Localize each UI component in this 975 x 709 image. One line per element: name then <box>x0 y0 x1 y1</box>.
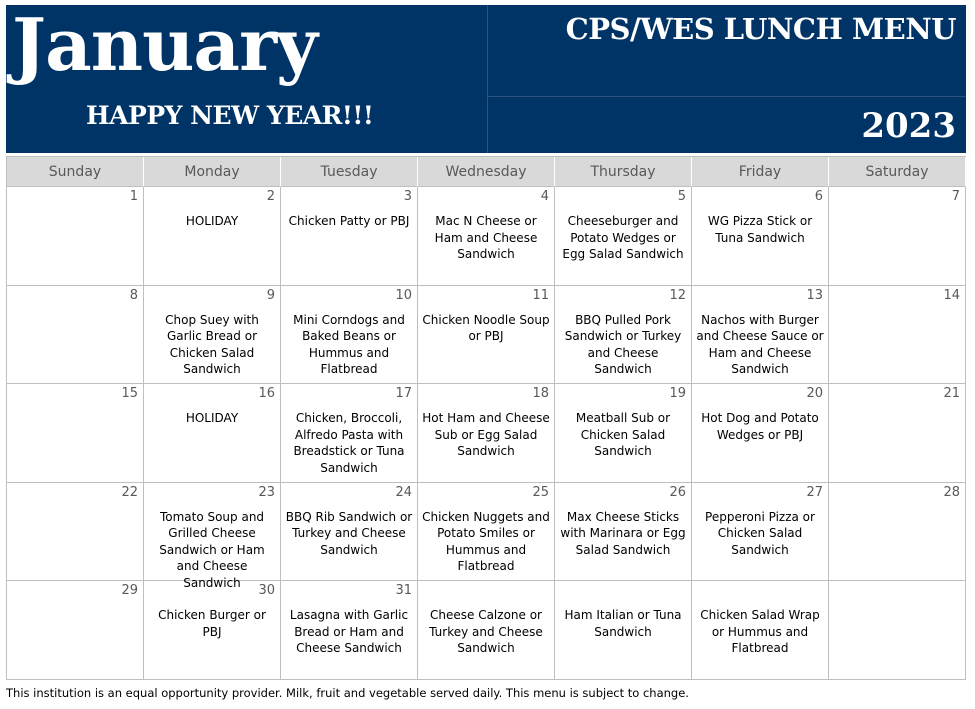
day-cell <box>144 581 281 680</box>
day-number: 29 <box>121 583 138 599</box>
day-number: 21 <box>943 386 960 402</box>
day-cell <box>829 581 966 680</box>
day-number: 4 <box>540 189 549 204</box>
day-cell <box>7 483 144 582</box>
day-cell <box>281 483 418 582</box>
day-cell <box>829 286 966 385</box>
weekday-header: Sunday <box>7 157 144 187</box>
day-cell <box>144 286 281 385</box>
day-number: 14 <box>943 287 960 303</box>
day-cell <box>555 384 692 483</box>
meal-text: Mac N Cheese or Ham and Cheese Sandwich <box>434 214 538 261</box>
day-number: 13 <box>806 287 823 303</box>
day-cell <box>281 187 418 286</box>
day-number: 23 <box>258 484 275 500</box>
weekday-header: Wednesday <box>418 157 555 187</box>
day-cell <box>281 286 418 385</box>
day-number: 27 <box>806 484 823 500</box>
day-number: 18 <box>532 386 549 402</box>
banner-divider <box>487 5 488 153</box>
day-cell <box>281 581 418 680</box>
day-number: 6 <box>814 189 823 204</box>
day-cell <box>7 384 144 483</box>
day-cell <box>418 581 555 680</box>
meal-text: HOLIDAY <box>185 214 239 228</box>
day-number: 26 <box>669 484 686 500</box>
meal-text: Max Cheese Sticks with Marinara or Egg Salad Sandwich <box>560 509 686 557</box>
day-number: 15 <box>121 386 138 402</box>
day-cell <box>692 187 829 286</box>
meal-text: Ham Italian or Tuna Sandwich <box>564 608 682 639</box>
day-number: 31 <box>395 583 412 599</box>
day-cell <box>829 187 966 286</box>
day-cell <box>7 187 144 286</box>
meal-text: Lasagna with Garlic Bread or Ham and Cheese Sandwich <box>289 608 409 656</box>
day-number: 30 <box>258 583 275 599</box>
calendar-grid <box>6 156 966 680</box>
meal-text: Nachos with Burger and Cheese Sauce or Ham and Cheese Sandwich <box>696 312 824 377</box>
day-number: 5 <box>677 189 686 204</box>
day-number: 7 <box>951 189 960 204</box>
day-number: 22 <box>121 484 138 500</box>
day-cell <box>829 483 966 582</box>
day-number: 20 <box>806 386 823 402</box>
day-cell <box>418 187 555 286</box>
month-title: January <box>12 2 317 87</box>
year-label: 2023 <box>861 106 956 146</box>
meal-text: WG Pizza Stick or Tuna Sandwich <box>707 214 813 245</box>
day-cell <box>144 483 281 590</box>
meal-text: BBQ Rib Sandwich or Turkey and Cheese Sandwich <box>285 509 413 557</box>
meal-text: Cheeseburger and Potato Wedges or Egg Salad Sandwich <box>562 214 684 261</box>
day-number: 11 <box>532 287 549 303</box>
banner-divider <box>487 96 966 97</box>
day-number: 24 <box>395 484 412 500</box>
day-cell <box>829 384 966 483</box>
day-number: 19 <box>669 386 686 402</box>
meal-text: Chicken Noodle Soup or PBJ <box>422 312 550 344</box>
meal-text: Pepperoni Pizza or Chicken Salad Sandwich <box>705 509 815 557</box>
day-number: 25 <box>532 484 549 500</box>
day-number: 10 <box>395 287 412 303</box>
footer-note: This institution is an equal opportunity provider. Milk, fruit and vegetable served daily. This menu is subject to change. <box>6 686 689 700</box>
weekday-header: Monday <box>144 157 281 187</box>
day-number: 3 <box>403 189 412 204</box>
meal-text: Chicken Burger or PBJ <box>158 608 266 639</box>
meal-text: Hot Dog and Potato Wedges or PBJ <box>701 411 819 442</box>
day-cell <box>418 286 555 385</box>
meal-text: Chicken Salad Wrap or Hummus and Flatbread <box>700 608 820 656</box>
meal-text: Tomato Soup and Grilled Cheese Sandwich or Ham and Cheese Sandwich <box>159 509 265 590</box>
day-cell <box>692 384 829 483</box>
day-number: 17 <box>395 386 412 402</box>
day-cell <box>144 384 281 483</box>
day-number: 1 <box>129 189 138 204</box>
day-number: 8 <box>129 287 138 303</box>
day-cell <box>555 286 692 385</box>
meal-text: Mini Corndogs and Baked Beans or Hummus and Flatbread <box>293 312 405 377</box>
day-cell <box>692 581 829 680</box>
menu-title: CPS/WES LUNCH MENU <box>565 12 956 46</box>
day-number: 9 <box>266 287 275 303</box>
day-cell <box>418 483 555 582</box>
day-cell <box>7 581 144 680</box>
greeting-text: HAPPY NEW YEAR!!! <box>86 101 374 130</box>
weekday-header: Thursday <box>555 157 692 187</box>
weekday-header: Friday <box>692 157 829 187</box>
meal-text: Chicken Nuggets and Potato Smiles or Hummus and Flatbread <box>422 509 550 574</box>
meal-text: HOLIDAY <box>185 411 239 426</box>
day-cell <box>555 187 692 286</box>
day-cell <box>281 384 418 483</box>
day-cell <box>418 384 555 483</box>
day-number: 28 <box>943 484 960 500</box>
header-banner <box>6 2 966 153</box>
day-number: 2 <box>266 189 275 204</box>
weekday-header: Tuesday <box>281 157 418 187</box>
meal-text: Chicken, Broccoli, Alfredo Pasta with Breadstick or Tuna Sandwich <box>293 411 405 475</box>
day-cell <box>7 286 144 385</box>
meal-text: Hot Ham and Cheese Sub or Egg Salad Sandwich <box>422 411 550 459</box>
day-cell <box>555 483 692 582</box>
day-cell <box>555 581 692 680</box>
day-number: 16 <box>258 386 275 402</box>
meal-text: Cheese Calzone or Turkey and Cheese Sandwich <box>429 608 543 656</box>
meal-text: BBQ Pulled Pork Sandwich or Turkey and Cheese Sandwich <box>564 312 682 377</box>
meal-text: Meatball Sub or Chicken Salad Sandwich <box>575 411 671 459</box>
day-number: 12 <box>669 287 686 303</box>
meal-text: Chicken Patty or PBJ <box>288 214 410 228</box>
day-cell <box>692 286 829 385</box>
day-cell <box>692 483 829 582</box>
day-cell <box>144 187 281 286</box>
meal-text: Chop Suey with Garlic Bread or Chicken Salad Sandwich <box>165 312 259 377</box>
weekday-header: Saturday <box>829 157 966 187</box>
